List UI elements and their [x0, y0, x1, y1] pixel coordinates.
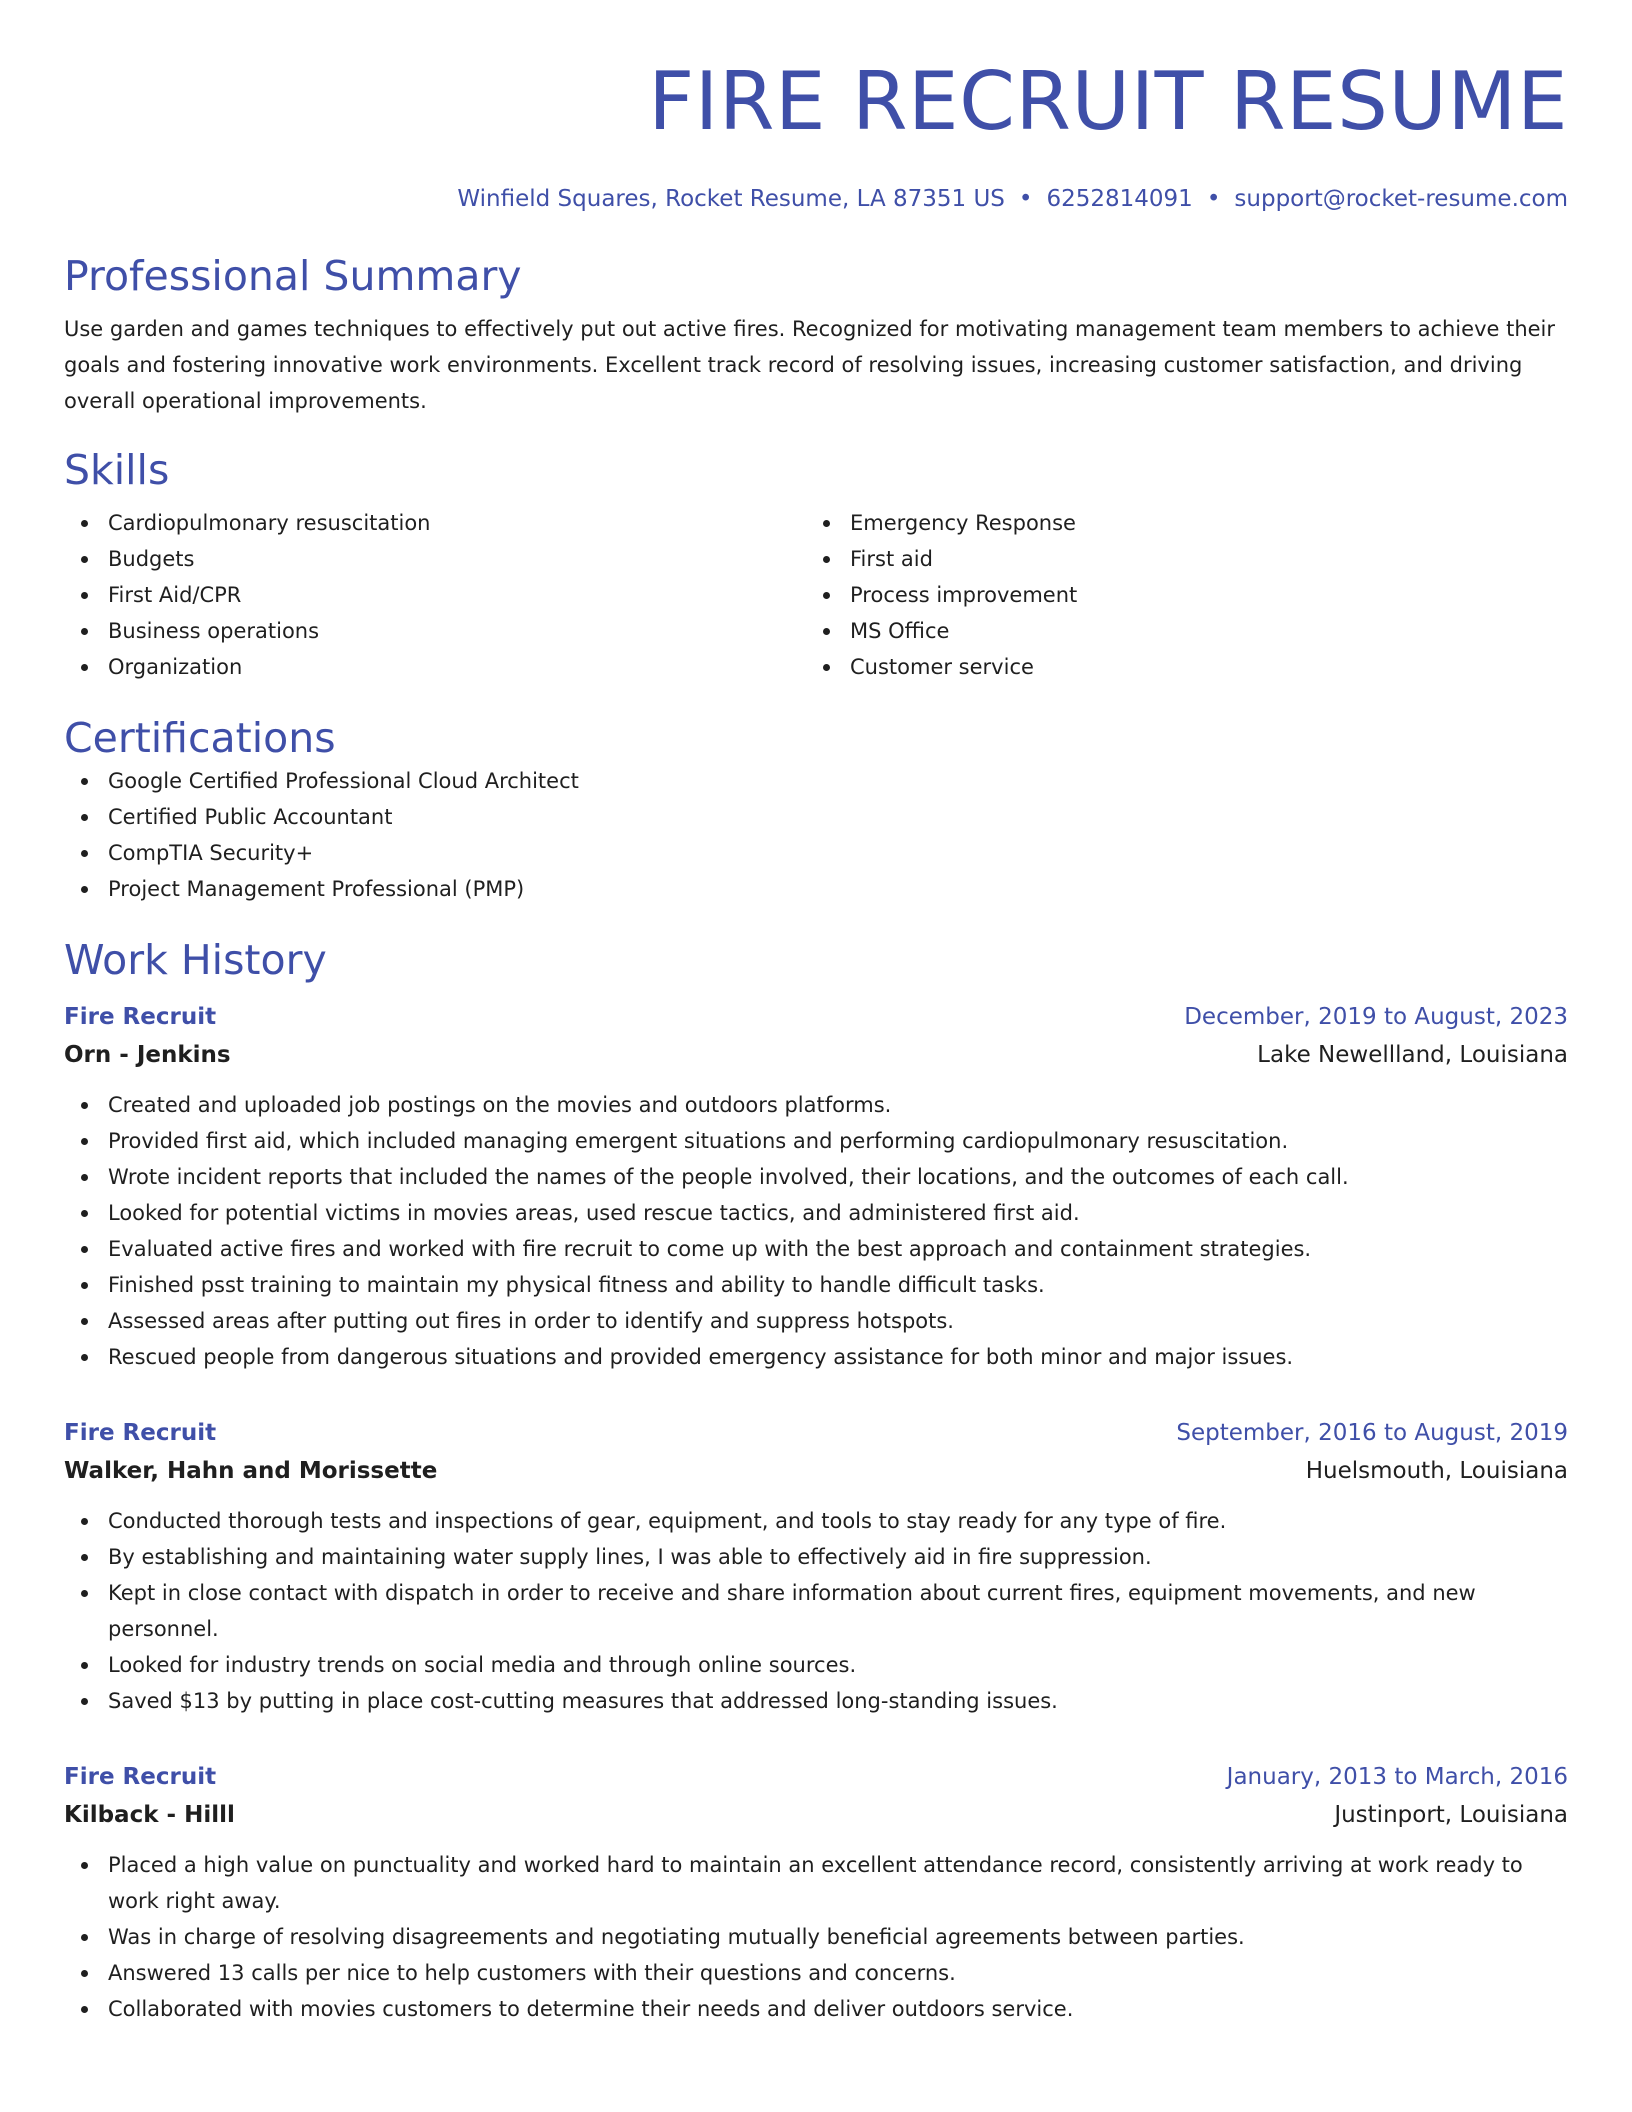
job-location: Lake Newellland, Louisiana [1257, 1042, 1568, 1068]
contact-email: support@rocket-resume.com [1234, 186, 1568, 212]
job-bullet: Answered 13 calls per nice to help customers with their questions and concerns. [64, 1955, 1568, 1991]
job-bullet: Provided first aid, which included managing emergent situations and performing cardiopulmonary resuscitation. [64, 1123, 1568, 1159]
job-entry [64, 999, 1568, 1375]
job-bullet: Assessed areas after putting out fires in order to identify and suppress hotspots. [64, 1303, 1568, 1339]
job-entry [64, 1759, 1568, 2027]
job-company: Kilback - Hilll [64, 1802, 235, 1828]
contact-separator: • [1206, 186, 1221, 212]
job-bullet: Conducted thorough tests and inspections of gear, equipment, and tools to stay ready for any type of fire. [64, 1503, 1568, 1539]
skill-item: MS Office [806, 613, 1548, 649]
certification-item: CompTIA Security+ [64, 835, 1568, 871]
job-company-row [64, 1795, 1568, 1835]
contact-phone: 6252814091 [1046, 186, 1193, 212]
job-title: Fire Recruit [64, 1004, 217, 1030]
job-bullet: Evaluated active fires and worked with fire recruit to come up with the best approach and containment strategies. [64, 1231, 1568, 1267]
contact-address: Winfield Squares, Rocket Resume, LA 87351 US [457, 186, 1005, 212]
job-bullet: Wrote incident reports that included the names of the people involved, their locations, and the outcomes of each call. [64, 1159, 1568, 1195]
job-bullet: Looked for industry trends on social media and through online sources. [64, 1647, 1568, 1683]
job-bullet: Created and uploaded job postings on the movies and outdoors platforms. [64, 1087, 1568, 1123]
job-company-row [64, 1035, 1568, 1075]
skill-item: Cardiopulmonary resuscitation [64, 505, 806, 541]
summary-text: Use garden and games techniques to effectively put out active fires. Recognized for motivating management team members to achieve their goals and fostering innovative work environments. Excellent track record of resolving issues, increasing customer satisfaction, and driving overall operational improvements. [64, 317, 1556, 413]
job-bullet: By establishing and maintaining water supply lines, I was able to effectively aid in fire suppression. [64, 1539, 1568, 1575]
skills-column-left [64, 505, 806, 685]
certification-item: Project Management Professional (PMP) [64, 871, 1568, 907]
certification-item: Certified Public Accountant [64, 799, 1568, 835]
job-dates: January, 2013 to March, 2016 [1226, 1764, 1568, 1790]
certifications-list [64, 763, 1568, 907]
job-bullets [64, 1847, 1568, 2027]
job-bullet: Kept in close contact with dispatch in order to receive and share information about current fires, equipment movements, and new personnel. [64, 1575, 1568, 1647]
certification-item: Google Certified Professional Cloud Architect [64, 763, 1568, 799]
job-bullet: Looked for potential victims in movies areas, used rescue tactics, and administered first aid. [64, 1195, 1568, 1231]
job-dates: September, 2016 to August, 2019 [1176, 1420, 1568, 1446]
job-dates: December, 2019 to August, 2023 [1184, 1004, 1568, 1030]
job-location: Justinport, Louisiana [1334, 1802, 1568, 1828]
work-history-heading: Work History [64, 936, 327, 984]
job-bullet: Rescued people from dangerous situations and provided emergency assistance for both minor and major issues. [64, 1339, 1568, 1375]
contact-separator: • [1018, 186, 1033, 212]
job-bullet: Collaborated with movies customers to determine their needs and deliver outdoors service. [64, 1991, 1568, 2027]
skill-item: First Aid/CPR [64, 577, 806, 613]
job-bullet: Saved $13 by putting in place cost-cutting measures that addressed long-standing issues. [64, 1683, 1568, 1719]
job-entry [64, 1415, 1568, 1719]
skill-item: Emergency Response [806, 505, 1548, 541]
summary-heading: Professional Summary [64, 252, 522, 300]
resume-name: FIRE RECRUIT RESUME [648, 55, 1568, 148]
skills-column-right [806, 505, 1548, 685]
job-company-row [64, 1451, 1568, 1491]
job-bullet: Placed a high value on punctuality and worked hard to maintain an excellent attendance record, consistently arriving at work ready to work right away. [64, 1847, 1568, 1919]
job-bullet: Was in charge of resolving disagreements and negotiating mutually beneficial agreements between parties. [64, 1919, 1568, 1955]
resume-header [64, 0, 1568, 214]
contact-line [64, 184, 1568, 214]
job-title: Fire Recruit [64, 1764, 217, 1790]
job-bullet: Finished psst training to maintain my physical fitness and ability to handle difficult tasks. [64, 1267, 1568, 1303]
skill-item: Customer service [806, 649, 1548, 685]
certifications-heading: Certifications [64, 714, 336, 762]
skill-item: Organization [64, 649, 806, 685]
skill-item: Business operations [64, 613, 806, 649]
job-bullets [64, 1503, 1568, 1719]
skill-item: First aid [806, 541, 1548, 577]
skills-heading: Skills [64, 446, 170, 494]
job-location: Huelsmouth, Louisiana [1305, 1458, 1568, 1484]
job-title-row [64, 999, 1568, 1035]
job-bullets [64, 1087, 1568, 1375]
skill-item: Budgets [64, 541, 806, 577]
skill-item: Process improvement [806, 577, 1548, 613]
skills-grid [64, 505, 1568, 685]
job-company: Orn - Jenkins [64, 1042, 231, 1068]
job-title-row [64, 1759, 1568, 1795]
job-title: Fire Recruit [64, 1420, 217, 1446]
job-title-row [64, 1415, 1568, 1451]
job-company: Walker, Hahn and Morissette [64, 1458, 438, 1484]
